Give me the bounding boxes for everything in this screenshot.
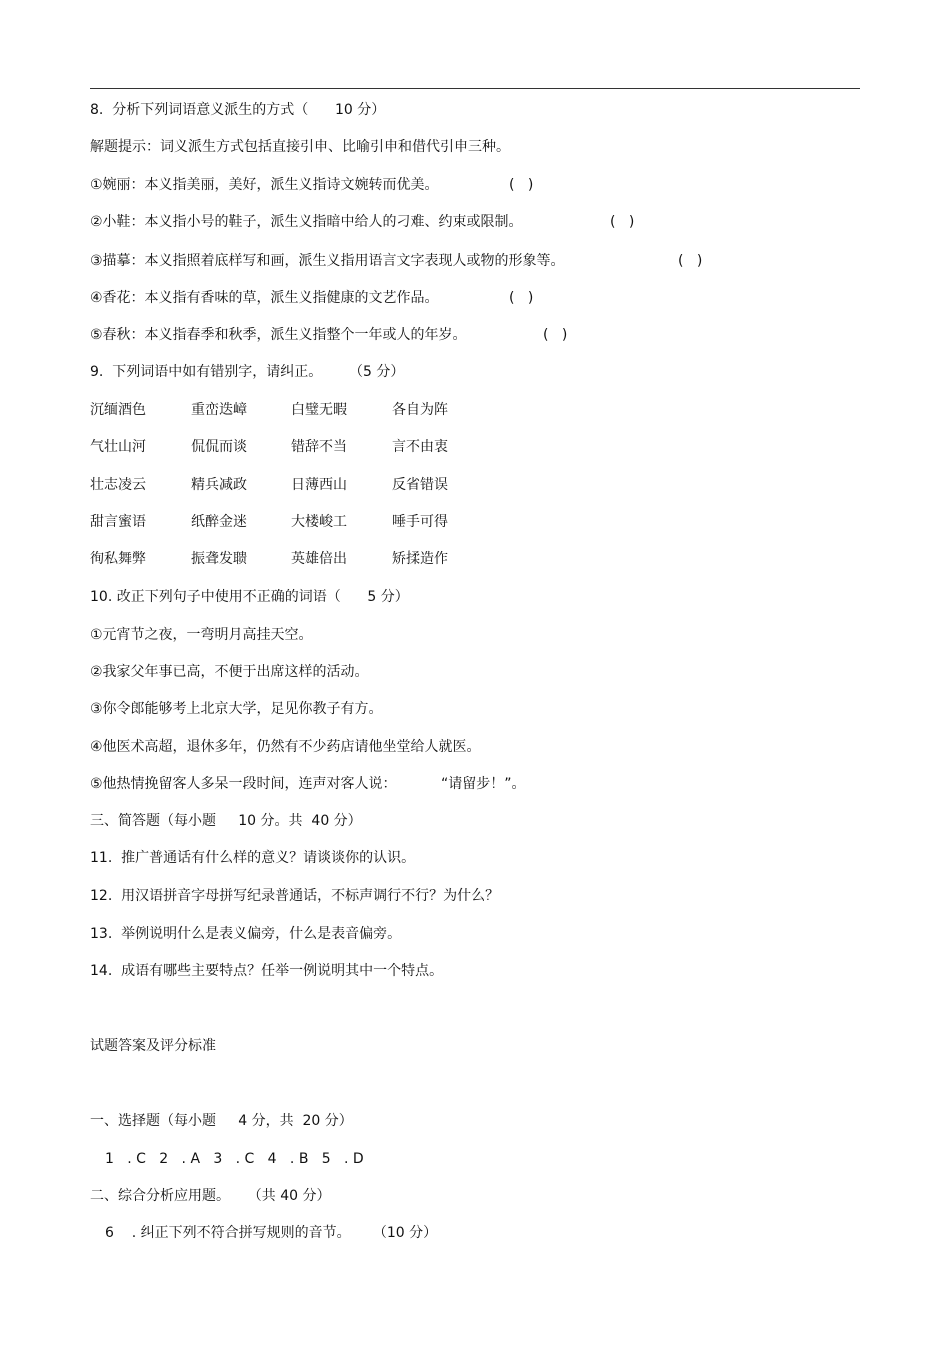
header-rule <box>90 88 860 89</box>
idiom-cell: 英雄倍出 <box>291 551 347 567</box>
answers-section1-title: 一、选择题（每小题 4 分，共 20 分） <box>90 1113 353 1129</box>
idiom-cell: 沉缅酒色 <box>90 402 146 418</box>
q10-item-5: ⑤他热情挽留客人多呆一段时间，连声对客人说： “请留步！”。 <box>90 776 526 792</box>
answers-section1-answers: 1 . C 2 . A 3 . C 4 . B 5 . D <box>105 1151 364 1167</box>
answers-section2-title: 二、综合分析应用题。 （共 40 分） <box>90 1188 331 1204</box>
q8-item-1: ①婉丽：本义指美丽，美好，派生义指诗文婉转而优美。 <box>90 177 439 193</box>
idiom-cell: 日薄西山 <box>291 477 347 493</box>
q8-item-2: ②小鞋：本义指小号的鞋子，派生义指暗中给人的刁难、约束或限制。 <box>90 214 523 230</box>
idiom-cell: 壮志凌云 <box>90 477 146 493</box>
q8-item-4: ④香花：本义指有香味的草，派生义指健康的文艺作品。 <box>90 290 439 306</box>
answer-blank: ( ) <box>678 253 703 269</box>
q11: 11. 推广普通话有什么样的意义？请谈谈你的认识。 <box>90 850 416 866</box>
idiom-cell: 徇私舞弊 <box>90 551 146 567</box>
q10-item-3: ③你令郎能够考上北京大学，足见你教子有方。 <box>90 701 383 717</box>
idiom-cell: 白璧无暇 <box>291 402 347 418</box>
answer-blank: ( ) <box>543 327 568 343</box>
answer-blank: ( ) <box>509 290 534 306</box>
q8-item-3: ③描摹：本义指照着底样写和画，派生义指用语言文字表现人或物的形象等。 <box>90 253 565 269</box>
idiom-cell: 侃侃而谈 <box>191 439 247 455</box>
section3-title: 三、简答题（每小题 10 分。共 40 分） <box>90 813 362 829</box>
idiom-cell: 气壮山河 <box>90 439 146 455</box>
idiom-cell: 甜言蜜语 <box>90 514 146 530</box>
idiom-cell: 振聋发聩 <box>191 551 247 567</box>
answer-blank: ( ) <box>509 177 534 193</box>
q8-item-5: ⑤春秋：本义指春季和秋季，派生义指整个一年或人的年岁。 <box>90 327 467 343</box>
q10-item-1: ①元宵节之夜，一弯明月高挂天空。 <box>90 627 313 643</box>
q14: 14. 成语有哪些主要特点？任举一例说明其中一个特点。 <box>90 963 444 979</box>
idiom-cell: 反省错误 <box>392 477 448 493</box>
idiom-cell: 各自为阵 <box>392 402 448 418</box>
q12: 12. 用汉语拼音字母拼写纪录普通话，不标声调行不行？为什么？ <box>90 888 500 904</box>
idiom-cell: 纸醉金迷 <box>191 514 247 530</box>
idiom-cell: 错辞不当 <box>291 439 347 455</box>
answers-q6: 6 . 纠正下列不符合拼写规则的音节。 （10 分） <box>105 1225 438 1241</box>
q13: 13. 举例说明什么是表义偏旁，什么是表音偏旁。 <box>90 926 402 942</box>
answers-title: 试题答案及评分标准 <box>90 1038 216 1054</box>
idiom-cell: 大楼峻工 <box>291 514 347 530</box>
idiom-cell: 矫揉造作 <box>392 551 448 567</box>
q8-title: 8. 分析下列词语意义派生的方式（ 10 分） <box>90 102 386 118</box>
q10-item-4: ④他医术高超，退休多年，仍然有不少药店请他坐堂给人就医。 <box>90 739 481 755</box>
idiom-cell: 唾手可得 <box>392 514 448 530</box>
q8-hint: 解题提示：词义派生方式包括直接引申、比喻引申和借代引申三种。 <box>90 139 510 155</box>
idiom-cell: 重峦迭嶂 <box>191 402 247 418</box>
q10-title: 10. 改正下列句子中使用不正确的词语（ 5 分） <box>90 589 409 605</box>
answer-blank: ( ) <box>610 214 635 230</box>
idiom-cell: 精兵减政 <box>191 477 247 493</box>
idiom-cell: 言不由衷 <box>392 439 448 455</box>
q10-item-2: ②我家父年事已高，不便于出席这样的活动。 <box>90 664 369 680</box>
q9-title: 9. 下列词语中如有错别字，请纠正。 （5 分） <box>90 364 405 380</box>
